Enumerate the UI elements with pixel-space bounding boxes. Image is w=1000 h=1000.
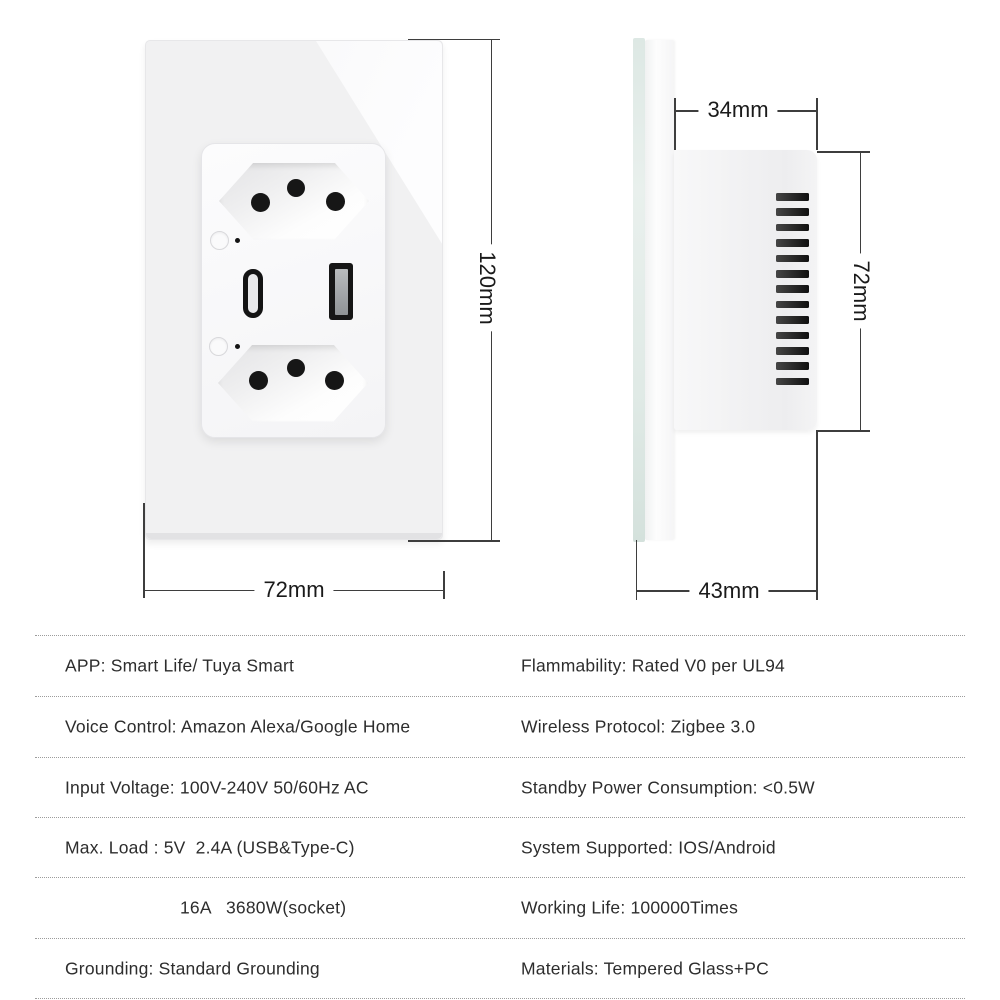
socket-outlet-top: [219, 163, 369, 240]
plate-bottom-edge: [146, 533, 442, 539]
usb-a-port: [329, 263, 353, 320]
vent-slat: [776, 270, 809, 278]
dim-label-front-width: 72mm: [254, 577, 333, 603]
pin-hole-left-top: [251, 193, 270, 212]
dim-side72-top-tick: [817, 151, 870, 153]
spec-materials: Materials: Tempered Glass+PC: [521, 958, 769, 978]
vent-slat: [776, 347, 809, 355]
side-wall-plate: [645, 40, 674, 540]
spec-row-voice: [0, 696, 1000, 757]
vent-slat: [776, 332, 809, 340]
pin-hole-ground-bottom: [287, 359, 305, 377]
spec-input-voltage: Input Voltage: 100V-240V 50/60Hz AC: [65, 777, 369, 797]
dim-label-side-depth: 34mm: [698, 97, 777, 123]
vent-slat: [776, 362, 809, 370]
vent-slat: [776, 239, 809, 247]
vent-slat: [776, 193, 809, 201]
spec-app: APP: Smart Life/ Tuya Smart: [65, 655, 295, 675]
spec-grounding: Grounding: Standard Grounding: [65, 958, 320, 978]
pin-hole-right-bottom: [325, 371, 344, 390]
led-indicator-bottom: [235, 344, 240, 349]
spec-row-app: [0, 635, 1000, 696]
spec-standby-power: Standby Power Consumption: <0.5W: [521, 777, 815, 797]
spec-working-life: Working Life: 100000Times: [521, 897, 739, 917]
spec-row-max-load: [0, 817, 1000, 878]
spec-voice-control: Voice Control: Amazon Alexa/Google Home: [65, 716, 411, 736]
vent-slat: [776, 255, 809, 263]
rear-housing: [674, 150, 817, 430]
pin-hole-ground-top: [287, 179, 305, 197]
dim-label-side-total-depth: 43mm: [689, 578, 768, 604]
socket-outlet-bottom: [218, 345, 368, 422]
socket-module: [201, 143, 386, 438]
spec-system-supported: System Supported: IOS/Android: [521, 837, 776, 857]
dim-72mm-left-ext: [143, 503, 145, 598]
dim-34mm-left-ext: [674, 98, 676, 150]
spec-row-grounding: [0, 938, 1000, 999]
dim-label-side-height: 72mm: [848, 253, 874, 328]
dim-side72-bottom-tick: [817, 430, 870, 432]
glass-panel-edge: [633, 38, 645, 542]
touch-button-top: [210, 231, 229, 250]
dim-43mm-right-ext: [816, 430, 818, 600]
dim-72mm-right-ext: [443, 571, 445, 599]
pin-hole-left-bottom: [249, 371, 268, 390]
spec-wireless-protocol: Wireless Protocol: Zigbee 3.0: [521, 716, 756, 736]
vent-slat: [776, 208, 809, 216]
pin-hole-right-top: [326, 192, 345, 211]
dim-34mm-right-ext: [816, 98, 818, 150]
front-view-face-plate: [145, 40, 443, 540]
vent-slat: [776, 285, 809, 293]
vent-slat: [776, 301, 809, 309]
dim-label-front-height: 120mm: [474, 244, 500, 331]
led-indicator-top: [235, 238, 240, 243]
spec-row-voltage: [0, 757, 1000, 818]
vent-slat: [776, 316, 809, 324]
dim-120mm-bottom-tick: [408, 540, 500, 542]
spec-flammability: Flammability: Rated V0 per UL94: [521, 655, 785, 675]
spec-max-load: Max. Load : 5V 2.4A (USB&Type-C): [65, 837, 355, 857]
usb-a-tongue: [335, 269, 348, 315]
spec-row-socket-load: [0, 877, 1000, 938]
dim-120mm-top-tick: [408, 39, 500, 41]
vent-slat: [776, 224, 809, 232]
spec-socket-load: 16A 3680W(socket): [180, 897, 347, 917]
touch-button-bottom: [209, 337, 228, 356]
vent-slat: [776, 378, 809, 386]
usb-c-port: [243, 269, 263, 318]
